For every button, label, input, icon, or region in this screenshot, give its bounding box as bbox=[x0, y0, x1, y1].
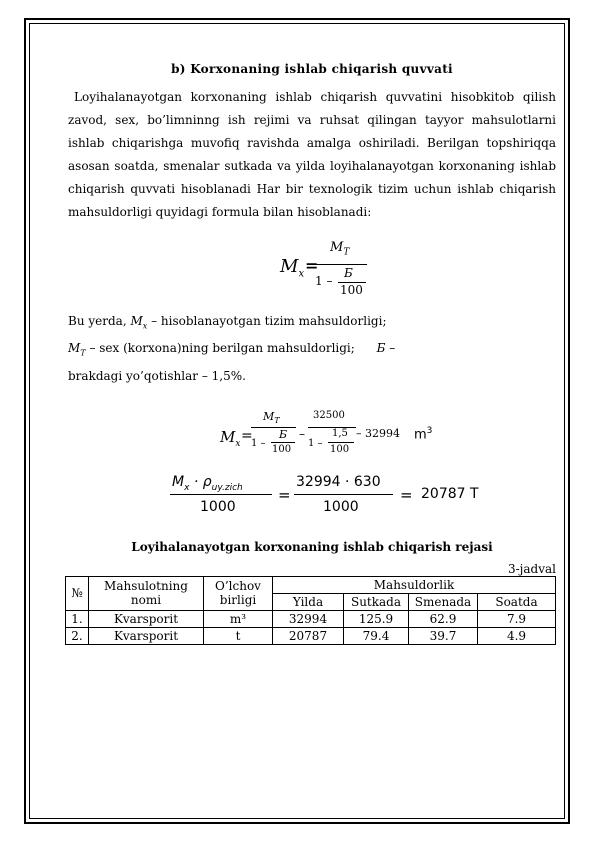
col-header-name: Mahsulotning nomi bbox=[89, 576, 204, 610]
cell-no: 2. bbox=[66, 627, 89, 644]
cell-name: Kvarsporit bbox=[89, 610, 204, 627]
formula3-bar-left bbox=[170, 494, 272, 495]
table-title: Loyihalanayotgan korxonaning ishlab chiqarish rejasi bbox=[131, 539, 493, 554]
cell-day: 125.9 bbox=[344, 610, 409, 627]
formula2-bar bbox=[251, 427, 296, 428]
formula1-den-den: 100 bbox=[340, 283, 363, 297]
formula2-inner-bar bbox=[271, 442, 295, 443]
cell-shift: 39.7 bbox=[409, 627, 478, 644]
table-row bbox=[66, 627, 556, 644]
col-header-shift: Smenada bbox=[409, 593, 478, 610]
formula-tonnage bbox=[68, 468, 556, 534]
cell-year: 20787 bbox=[273, 627, 344, 644]
cell-day: 79.4 bbox=[344, 627, 409, 644]
formula2-unit: $m^3$ bbox=[414, 425, 433, 443]
col-header-no: № bbox=[66, 576, 89, 610]
definition-line-1: Bu yerda, $M_x$ – hisoblanayotgan tizim mahsuldorligi; bbox=[68, 314, 387, 331]
formula2-num2: 32500 bbox=[313, 409, 345, 421]
cell-hour: 4.9 bbox=[478, 627, 556, 644]
formula2-equals: = bbox=[241, 427, 253, 444]
formula2-inner-bar2 bbox=[328, 442, 354, 443]
formula-calculation bbox=[68, 408, 556, 468]
col-header-unit: O’lchov birligi bbox=[204, 576, 273, 610]
formula1-den-one: 1 – bbox=[315, 274, 333, 288]
col-header-year: Yilda bbox=[273, 593, 344, 610]
col-header-day: Sutkada bbox=[344, 593, 409, 610]
formula2-numerator: $M_T$ bbox=[263, 409, 280, 425]
formula2-den-num: Б bbox=[279, 427, 288, 441]
formula2-den2-num: 1,5 bbox=[332, 427, 348, 439]
formula3-num-left: $M_x \cdot \rho_{uy.zich}$ bbox=[172, 473, 243, 493]
cell-unit: t bbox=[204, 627, 273, 644]
formula2-lhs: $M_x$ bbox=[220, 427, 241, 449]
formula2-den-one: 1 – bbox=[251, 437, 266, 449]
formula2-den2-one: 1 – bbox=[308, 437, 323, 449]
formula2-minus: – bbox=[299, 426, 305, 441]
table-row bbox=[66, 610, 556, 627]
cell-name: Kvarsporit bbox=[89, 627, 204, 644]
formula3-eq2: = bbox=[400, 485, 413, 504]
formula1-numerator: $M_T$ bbox=[330, 240, 350, 258]
document-body bbox=[68, 62, 556, 645]
formula1-fraction-bar bbox=[315, 264, 367, 265]
formula2-den-den: 100 bbox=[272, 443, 292, 455]
formula3-den-right: 1000 bbox=[323, 498, 359, 515]
formula3-den-left: 1000 bbox=[200, 498, 236, 515]
formula3-eq1: = bbox=[278, 485, 291, 504]
col-header-hour: Soatda bbox=[478, 593, 556, 610]
formula2-den2-den: 100 bbox=[330, 443, 350, 455]
section-heading: b) Korxonaning ishlab chiqarish quvvati bbox=[171, 62, 453, 76]
table-label: 3-jadval bbox=[507, 561, 556, 576]
formula3-bar-right bbox=[294, 494, 393, 495]
formula1-lhs: $M_x$ bbox=[280, 256, 305, 280]
cell-hour: 7.9 bbox=[478, 610, 556, 627]
formula1-equals: = bbox=[305, 256, 319, 275]
formula2-result: – 32994 bbox=[356, 426, 400, 440]
formula1-den-num: Б bbox=[344, 266, 353, 280]
cell-no: 1. bbox=[66, 610, 89, 627]
intro-paragraph: Loyihalanayotgan korxonaning ishlab chiqarish quvvatini hisobkitob qilish zavod, sex, bo’limninng ish rejimi va ruhsat qilingan tayyor mahsulotlarni ishlab chiqarishga muvofiq ravishda amalga oshiriladi. Berilgan topshiriqqa asosan soatda, smenalar sutkada va yilda loyihalanayotgan korxonaning ishlab chiqarish quvvati hisoblanadi Har bir texnologik tizim uchun ishlab chiqarish mahsuldorligi quyidagi formula bilan hisoblanadi: bbox=[68, 90, 556, 219]
definition-line-2: $M_T$ – sex (korxona)ning berilgan mahsuldorligi; Б – bbox=[68, 341, 396, 358]
cell-shift: 62.9 bbox=[409, 610, 478, 627]
formula3-num-right: 32994 · 630 bbox=[296, 473, 381, 490]
definition-line-3: brakdagi yo’qotishlar – 1,5%. bbox=[68, 368, 246, 383]
col-header-group: Mahsuldorlik bbox=[273, 576, 556, 593]
production-plan-table bbox=[65, 576, 556, 645]
formula3-result: 20787 T bbox=[421, 485, 479, 502]
formula-productivity bbox=[68, 230, 556, 302]
cell-year: 32994 bbox=[273, 610, 344, 627]
cell-unit: m³ bbox=[204, 610, 273, 627]
